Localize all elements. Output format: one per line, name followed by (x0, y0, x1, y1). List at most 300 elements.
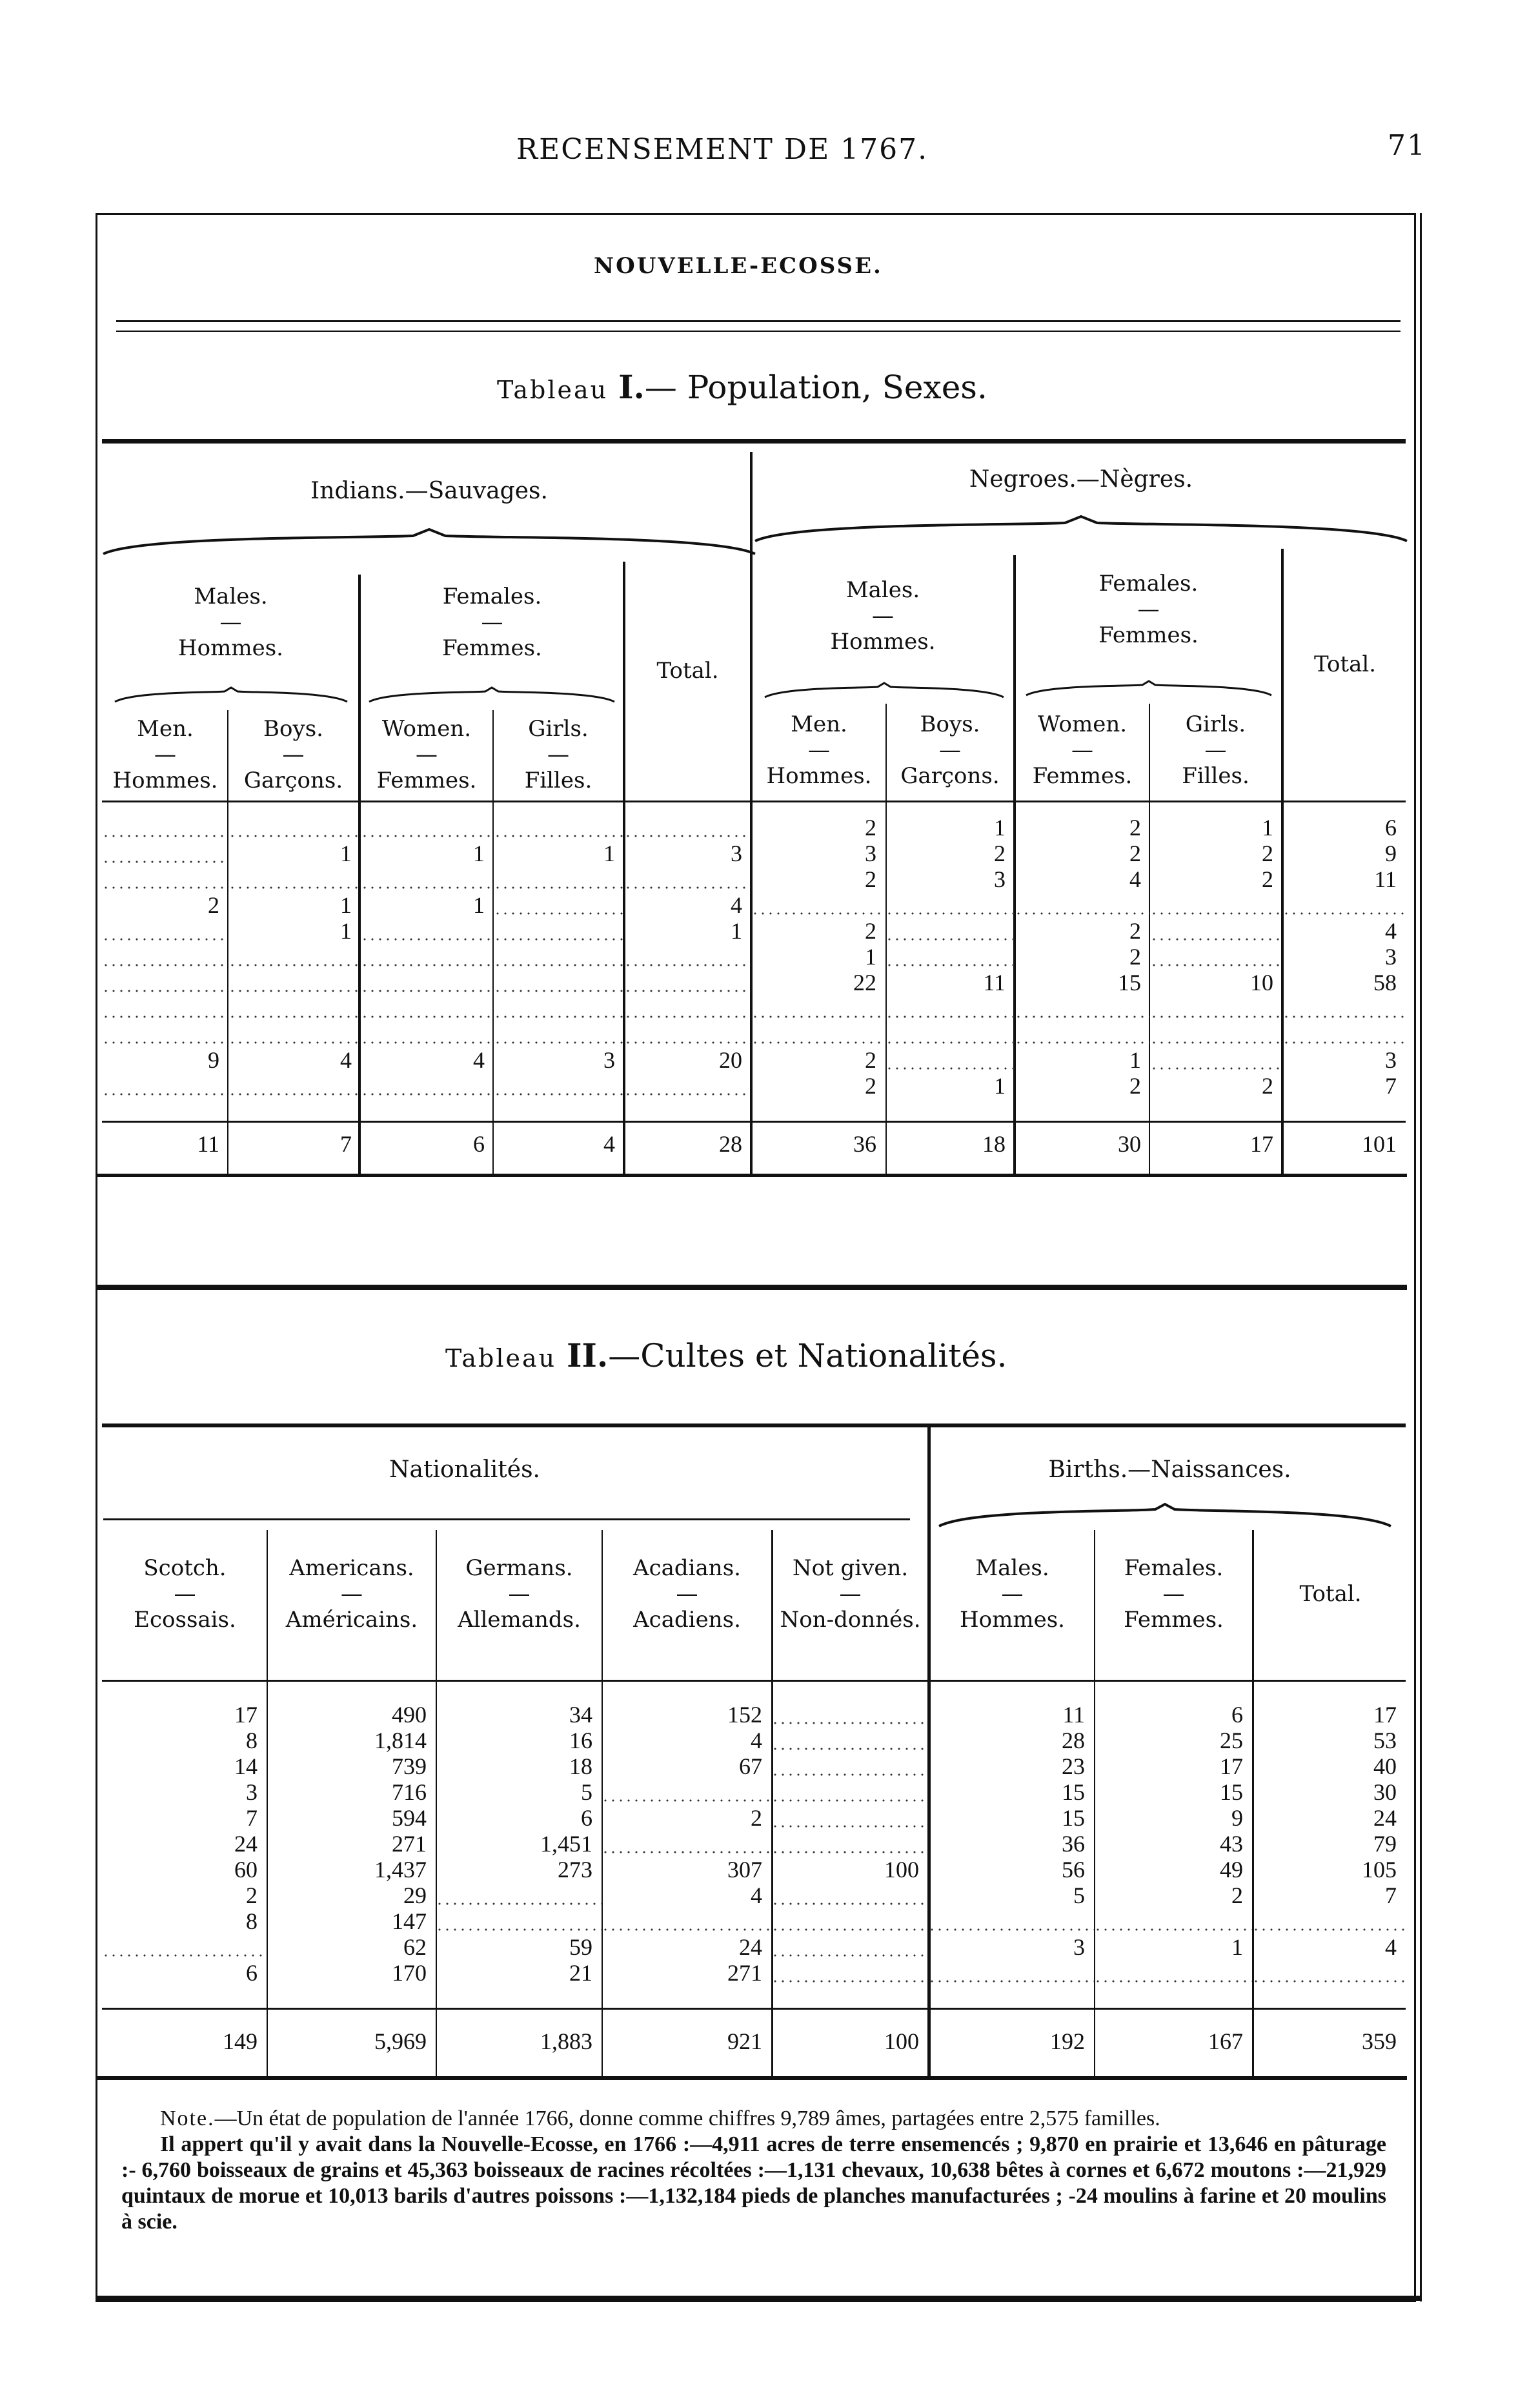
table-cell: 17 (234, 1702, 258, 1728)
table-cell: 62 (403, 1934, 427, 1960)
table-cell: 5 (581, 1779, 592, 1805)
neg-males-brace (765, 683, 1004, 699)
table-cell: 1 (994, 815, 1006, 841)
table-cell: 1 (473, 841, 485, 866)
table-cell: 15 (1220, 1779, 1243, 1805)
table-cell: 11 (1374, 866, 1397, 892)
sub-head-en: Men. (137, 716, 194, 742)
table-cell: 5,969 (374, 2028, 427, 2054)
table-cell: 18 (982, 1131, 1006, 1157)
table-cell (771, 1753, 928, 1779)
table-cell (102, 841, 228, 866)
table-cell: 4 (751, 1883, 762, 1908)
table-cell (102, 970, 228, 995)
table-cell: 2 (1262, 1073, 1273, 1099)
table-cell: 100 (884, 1857, 919, 1883)
acadians-head (603, 1549, 771, 1638)
table-cell: 273 (558, 1857, 592, 1883)
sub-head-fr: Femmes. (1032, 763, 1133, 789)
table-cell (228, 970, 361, 995)
nationalites-group-label: Nationalités. (389, 1456, 540, 1483)
col-head-dash: — (1162, 1581, 1185, 1607)
table2-caption (445, 1336, 1007, 1374)
divider (102, 1680, 1406, 1682)
page-number: 71 (1388, 129, 1426, 162)
table-cell: 192 (1050, 2028, 1085, 2054)
table-cell: 18 (569, 1753, 592, 1779)
sub-head-dash: — (547, 742, 569, 768)
table-cell: 36 (1062, 1831, 1085, 1857)
table-cell (771, 1883, 928, 1908)
table-cell: 1 (1129, 1047, 1141, 1073)
sub-head-en: Women. (381, 716, 472, 742)
ind-females-head (361, 578, 623, 667)
ind-females-brace (369, 688, 614, 703)
table-cell (771, 1908, 928, 1934)
table-cell: 2 (1129, 918, 1141, 944)
table-cell: 3 (1073, 1934, 1085, 1960)
note-label: Note. (160, 2107, 215, 2130)
col-head-dash: — (481, 609, 503, 635)
table-cell: 1,451 (540, 1831, 592, 1857)
table-cell (436, 1883, 602, 1908)
table-cell: 2 (246, 1883, 258, 1908)
table-cell (1150, 918, 1282, 944)
table-cell: 7 (340, 1131, 352, 1157)
table-cell (928, 1908, 1094, 1934)
col-head-fr: Non-donnés. (780, 1607, 921, 1633)
col-head-en: Germans. (465, 1555, 573, 1581)
table-cell (885, 944, 1015, 970)
table-cell: 40 (1373, 1753, 1397, 1779)
table-row (102, 1831, 1406, 1857)
table-row (102, 1047, 1406, 1073)
sub-head-en: Boys. (263, 716, 323, 742)
table-cell: 15 (1062, 1805, 1085, 1831)
table-cell (361, 866, 494, 892)
table-row (102, 866, 1406, 892)
divider (102, 1423, 1406, 1427)
neg-females-brace (1026, 681, 1271, 697)
table-cell: 8 (246, 1908, 258, 1934)
table-cell: 716 (392, 1779, 427, 1805)
table-cell: 1 (731, 918, 742, 944)
sub-head-dash: — (1071, 737, 1093, 763)
ind-women-head (361, 710, 492, 799)
table-cell: 7 (1385, 1073, 1397, 1099)
table-cell: 921 (727, 2028, 762, 2054)
table2-totals (102, 2028, 1406, 2054)
col-head-fr: Femmes. (442, 635, 542, 661)
ind-males-brace (115, 688, 347, 703)
births-group-label: Births.—Naissances. (1048, 1456, 1291, 1483)
col-head-fr: Ecossais. (134, 1607, 236, 1633)
col-head-en: Males. (975, 1555, 1049, 1581)
table-cell: 1 (1231, 1934, 1243, 1960)
table-cell: 6 (473, 1131, 485, 1157)
table-row (102, 1021, 1406, 1047)
sub-head-fr: Hommes. (766, 763, 872, 789)
neg-girls-head (1150, 706, 1281, 795)
table-row (102, 1934, 1406, 1960)
table-cell: 3 (246, 1779, 258, 1805)
births-males-head (931, 1549, 1094, 1638)
table-cell (102, 1021, 228, 1047)
table-cell: 490 (392, 1702, 427, 1728)
table-cell: 147 (392, 1908, 427, 1934)
table-row (102, 1779, 1406, 1805)
table-row (102, 995, 1406, 1021)
indians-brace (103, 529, 755, 555)
table-cell: 1 (340, 841, 352, 866)
ind-total-head: Total. (656, 658, 719, 684)
table-cell (361, 970, 494, 995)
ind-girls-head (494, 710, 623, 799)
table-row (102, 1805, 1406, 1831)
table1-caption (497, 368, 987, 406)
sub-head-dash: — (282, 742, 305, 768)
table-cell: 2 (1262, 841, 1273, 866)
sub-head-fr: Filles. (1182, 763, 1249, 789)
table-cell: 1 (603, 841, 615, 866)
table-row (102, 944, 1406, 970)
caption-text: —Cultes et Nationalités. (608, 1337, 1007, 1374)
table-cell (885, 995, 1015, 1021)
table-cell (624, 970, 751, 995)
caption-text: — Population, Sexes. (644, 369, 987, 406)
col-head-dash: — (839, 1581, 862, 1607)
table-cell: 2 (865, 866, 876, 892)
table-cell: 3 (994, 866, 1006, 892)
totals-row (102, 1131, 1406, 1157)
table-cell: 17 (1220, 1753, 1243, 1779)
divider (97, 2076, 1407, 2080)
table-row (102, 1753, 1406, 1779)
table-cell (1282, 995, 1406, 1021)
table-cell (1015, 1021, 1150, 1047)
germans-head (437, 1549, 602, 1638)
divider (102, 801, 1406, 802)
col-head-fr: Acadiens. (633, 1607, 741, 1633)
neg-females-head (1016, 565, 1281, 654)
table-cell: 25 (1220, 1728, 1243, 1753)
table-cell: 9 (208, 1047, 219, 1073)
table-cell (1015, 995, 1150, 1021)
table-cell (228, 944, 361, 970)
table-cell: 53 (1373, 1728, 1397, 1753)
table-cell (228, 1021, 361, 1047)
table-cell: 24 (234, 1831, 258, 1857)
negroes-brace (755, 516, 1407, 542)
table-cell (1150, 944, 1282, 970)
col-head-dash: — (219, 609, 242, 635)
table-cell (361, 944, 494, 970)
table-row (102, 841, 1406, 866)
table-cell (1252, 1908, 1406, 1934)
table-cell: 271 (727, 1960, 762, 1986)
table-cell (494, 995, 624, 1021)
table-cell (771, 1805, 928, 1831)
scotch-head (103, 1549, 267, 1638)
neg-women-head (1016, 706, 1149, 795)
table-cell (102, 866, 228, 892)
table-cell (624, 1021, 751, 1047)
table-cell: 14 (234, 1753, 258, 1779)
table-cell (771, 1934, 928, 1960)
table-cell (624, 944, 751, 970)
table-cell (885, 1021, 1015, 1047)
province-title: NOUVELLE-ECOSSE. (594, 253, 883, 279)
caption-number: II. (567, 1336, 609, 1374)
col-head-en: Females. (1124, 1555, 1224, 1581)
indians-group-label: Indians.—Sauvages. (310, 478, 548, 504)
col-head-dash: — (1137, 597, 1160, 622)
divider (97, 2296, 1420, 2301)
table-cell: 3 (731, 841, 742, 866)
note-paragraph-1 (121, 2106, 1386, 2132)
table-cell: 15 (1118, 970, 1141, 995)
totals-row (102, 2028, 1406, 2054)
col-head-en: Acadians. (633, 1555, 741, 1581)
table-cell (624, 866, 751, 892)
table-cell: 79 (1373, 1831, 1397, 1857)
sub-head-en: Girls. (1185, 711, 1246, 737)
sub-head-fr: Femmes. (376, 768, 477, 793)
table-cell (228, 866, 361, 892)
col-head-dash: — (174, 1581, 196, 1607)
table-cell (494, 944, 624, 970)
table-row (102, 970, 1406, 995)
table-cell (1150, 995, 1282, 1021)
col-head-en: Not given. (792, 1555, 909, 1581)
table-cell: 100 (884, 2028, 919, 2054)
footnote (121, 2106, 1386, 2235)
table-cell (928, 1960, 1094, 1986)
table-cell: 4 (1385, 1934, 1397, 1960)
sub-head-en: Men. (791, 711, 847, 737)
col-head-fr: Allemands. (458, 1607, 581, 1633)
table-cell (494, 1073, 624, 1099)
table-cell: 8 (246, 1728, 258, 1753)
table-cell: 43 (1220, 1831, 1243, 1857)
table-cell: 2 (865, 1073, 876, 1099)
table-cell (102, 944, 228, 970)
sub-head-dash: — (1204, 737, 1227, 763)
table-cell: 29 (403, 1883, 427, 1908)
sub-head-en: Women. (1037, 711, 1128, 737)
table-cell: 1,883 (540, 2028, 592, 2054)
table-cell: 4 (603, 1131, 615, 1157)
table-cell: 28 (1062, 1728, 1085, 1753)
table-cell: 20 (719, 1047, 742, 1073)
sub-head-dash: — (154, 742, 176, 768)
notgiven-head (773, 1549, 927, 1638)
table-cell: 101 (1362, 1131, 1397, 1157)
table-cell: 2 (1129, 841, 1141, 866)
table-cell: 2 (1129, 815, 1141, 841)
table-cell: 58 (1373, 970, 1397, 995)
sub-head-en: Boys. (920, 711, 980, 737)
table-cell (494, 892, 624, 918)
table-cell: 17 (1373, 1702, 1397, 1728)
table-cell (1015, 892, 1150, 918)
divider (116, 320, 1401, 322)
table-cell: 59 (569, 1934, 592, 1960)
table-cell (361, 918, 494, 944)
table-cell (885, 918, 1015, 944)
table-cell: 1,814 (374, 1728, 427, 1753)
col-head-dash: — (1001, 1581, 1024, 1607)
table-cell (771, 1779, 928, 1805)
table-cell (771, 1702, 928, 1728)
table-cell: 28 (719, 1131, 742, 1157)
table-row (102, 1702, 1406, 1728)
table-cell: 594 (392, 1805, 427, 1831)
divider (102, 1121, 1406, 1123)
divider (102, 2008, 1406, 2010)
negroes-group-label: Negroes.—Nègres. (969, 466, 1193, 493)
neg-men-head (753, 706, 885, 795)
sub-head-fr: Garçons. (243, 768, 343, 793)
table-cell: 56 (1062, 1857, 1085, 1883)
table-cell: 9 (1231, 1805, 1243, 1831)
table-cell: 3 (1385, 1047, 1397, 1073)
table1-totals (102, 1131, 1406, 1157)
table-cell: 30 (1118, 1131, 1141, 1157)
table-cell: 167 (1208, 2028, 1243, 2054)
table-cell: 271 (392, 1831, 427, 1857)
table-cell (1282, 892, 1406, 918)
table-cell (1150, 892, 1282, 918)
births-total-head: Total. (1299, 1581, 1362, 1607)
table-cell: 170 (392, 1960, 427, 1986)
table-cell: 21 (569, 1960, 592, 1986)
table-cell: 7 (246, 1805, 258, 1831)
table-cell: 34 (569, 1702, 592, 1728)
col-head-fr: Hommes. (960, 1607, 1065, 1633)
table-cell: 3 (865, 841, 876, 866)
table-cell (228, 1073, 361, 1099)
table-cell (494, 970, 624, 995)
table-cell (102, 1934, 267, 1960)
table-cell (602, 1908, 771, 1934)
table-cell: 4 (1129, 866, 1141, 892)
table-cell (751, 995, 885, 1021)
table-cell: 22 (853, 970, 876, 995)
caption-number: I. (618, 368, 645, 406)
table-cell (771, 1831, 928, 1857)
table1-body (102, 815, 1406, 1099)
table-cell (602, 1831, 771, 1857)
table-cell (885, 1047, 1015, 1073)
neg-males-head (753, 571, 1013, 660)
table-cell (624, 815, 751, 841)
table-cell: 2 (1262, 866, 1273, 892)
ind-males-head (103, 578, 358, 667)
table-cell: 2 (994, 841, 1006, 866)
table-cell: 4 (340, 1047, 352, 1073)
table-cell (102, 918, 228, 944)
table-cell: 739 (392, 1753, 427, 1779)
table-cell (494, 918, 624, 944)
table-cell (102, 815, 228, 841)
table-cell: 6 (1385, 815, 1397, 841)
table-cell: 11 (1062, 1702, 1085, 1728)
table-cell: 1 (1262, 815, 1273, 841)
sub-head-en: Girls. (528, 716, 589, 742)
divider (103, 1518, 910, 1520)
table-cell: 1 (994, 1073, 1006, 1099)
col-head-fr: Femmes. (1124, 1607, 1224, 1633)
ind-boys-head (228, 710, 358, 799)
table-cell (494, 866, 624, 892)
table-cell: 2 (751, 1805, 762, 1831)
table-cell (436, 1908, 602, 1934)
table-cell (751, 1021, 885, 1047)
table-cell (494, 815, 624, 841)
table-cell: 2 (1231, 1883, 1243, 1908)
table-cell (228, 995, 361, 1021)
table-cell (361, 1073, 494, 1099)
col-head-fr: Hommes. (178, 635, 283, 661)
col-head-dash: — (872, 603, 894, 629)
table-cell (1094, 1960, 1252, 1986)
col-head-en: Americans. (289, 1555, 414, 1581)
running-header: RECENSEMENT DE 1767. (516, 133, 929, 166)
table-cell: 2 (865, 918, 876, 944)
table-cell: 3 (1385, 944, 1397, 970)
table-cell: 1 (340, 918, 352, 944)
table-cell: 6 (1231, 1702, 1243, 1728)
table-row (102, 1960, 1406, 1986)
table-row (102, 815, 1406, 841)
frame-right-double (1420, 213, 1422, 2301)
caption-label: Tableau (497, 376, 609, 404)
table-row (102, 918, 1406, 944)
table-cell: 23 (1062, 1753, 1085, 1779)
table-cell: 49 (1220, 1857, 1243, 1883)
table-cell: 1 (473, 892, 485, 918)
table-row (102, 1908, 1406, 1934)
table-cell (771, 1960, 928, 1986)
table-cell (624, 1073, 751, 1099)
table-row (102, 1728, 1406, 1753)
table-cell: 11 (983, 970, 1006, 995)
table-row (102, 1073, 1406, 1099)
table-cell: 9 (1385, 841, 1397, 866)
table-cell: 1,437 (374, 1857, 427, 1883)
table-row (102, 1857, 1406, 1883)
col-head-en: Scotch. (143, 1555, 227, 1581)
col-head-dash: — (341, 1581, 363, 1607)
table-cell: 1 (340, 892, 352, 918)
table-cell: 11 (197, 1131, 219, 1157)
col-head-fr: Femmes. (1098, 622, 1198, 648)
ind-men-head (103, 710, 227, 799)
table-cell (1282, 1021, 1406, 1047)
table-cell (361, 815, 494, 841)
table-cell (102, 1073, 228, 1099)
divider (102, 439, 1406, 444)
table-cell (1094, 1908, 1252, 1934)
col-head-en: Males. (845, 577, 920, 603)
table-cell: 36 (853, 1131, 876, 1157)
table-cell (1150, 1047, 1282, 1073)
americans-head (268, 1549, 436, 1638)
table-cell (361, 1021, 494, 1047)
table-cell (228, 815, 361, 841)
table-row (102, 892, 1406, 918)
